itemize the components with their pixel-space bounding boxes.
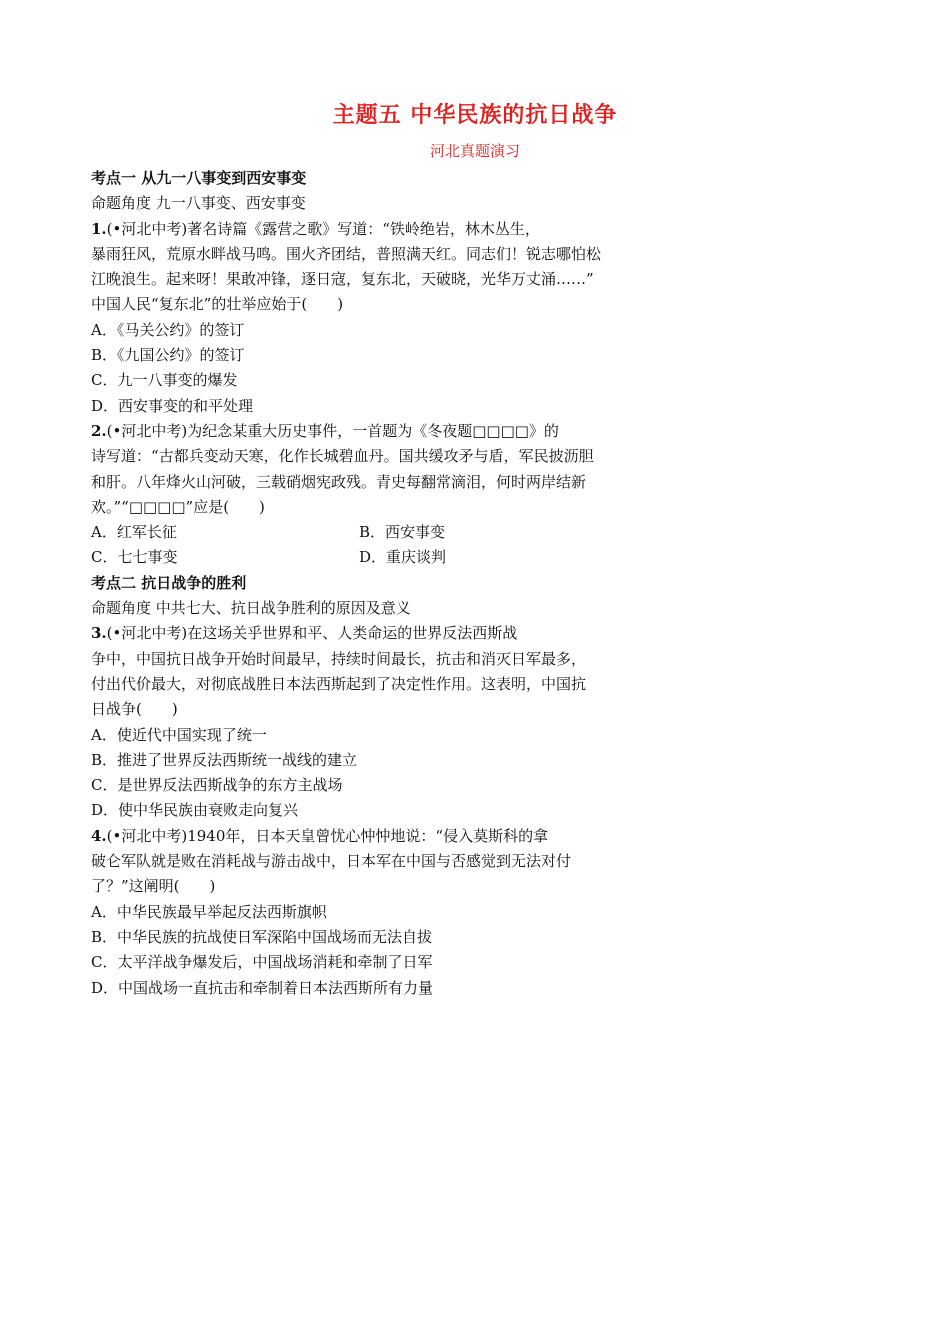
question-2-options-row-2 — [91, 545, 691, 570]
question-4-line-1: 4.(•河北中考)1940年，日本天皇曾忧心忡忡地说：“侵入莫斯科的拿 — [91, 826, 549, 845]
question-4-option-a: A．中华民族最早举起反法西斯旗帜 — [91, 902, 327, 921]
question-3-option-c: C．是世界反法西斯战争的东方主战场 — [91, 776, 343, 795]
question-number: 1. — [91, 219, 107, 238]
question-2-option-b: B．西安事变 — [359, 523, 446, 542]
question-3-line-1: 3.(•河北中考)在这场关乎世界和平、人类命运的世界反法西斯战 — [91, 624, 518, 643]
question-number: 4. — [91, 826, 107, 845]
question-4-option-d: D．中国战场一直抗击和牵制着日本法西斯所有力量 — [91, 978, 434, 997]
question-1-option-c: C．九一八事变的爆发 — [91, 371, 238, 390]
question-3-option-a: A．使近代中国实现了统一 — [91, 725, 267, 744]
question-3-line-2: 争中，中国抗日战争开始时间最早，持续时间最长，抗击和消灭日军最多， — [91, 649, 587, 668]
section-angle: 命题角度 九一八事变、西安事变 — [91, 194, 306, 213]
question-4-option-c: C．太平洋战争爆发后，中国战场消耗和牵制了日军 — [91, 953, 433, 972]
question-3-line-3: 付出代价最大，对彻底战胜日本法西斯起到了决定性作用。这表明，中国抗 — [91, 674, 587, 693]
question-3-option-b: B．推进了世界反法西斯统一战线的建立 — [91, 750, 358, 769]
question-3-option-d: D．使中华民族由衰败走向复兴 — [91, 801, 299, 820]
question-2-option-d: D．重庆谈判 — [359, 548, 447, 567]
section-heading: 考点二 抗日战争的胜利 — [91, 573, 247, 592]
question-1-option-d: D．西安事变的和平处理 — [91, 396, 254, 415]
document-title: 主题五 中华民族的抗日战争 — [332, 103, 618, 128]
question-number: 2. — [91, 421, 107, 440]
question-4-line-3: 了？”这阐明( ) — [91, 877, 216, 896]
question-1-line-1: 1.(•河北中考)著名诗篇《露营之歌》写道：“铁岭绝岩，林木丛生， — [91, 219, 540, 238]
question-1-option-a: A．《马关公约》的签订 — [91, 320, 245, 339]
question-2-option-c: C．七七事变 — [91, 548, 178, 567]
section-angle: 命题角度 中共七大、抗日战争胜利的原因及意义 — [91, 599, 411, 618]
question-3-line-4: 日战争( ) — [91, 700, 178, 719]
question-4-line-2: 破仑军队就是败在消耗战与游击战中，日本军在中国与否感觉到无法对付 — [91, 852, 572, 871]
question-1-line-2: 暴雨狂风，荒原水畔战马鸣。围火齐团结，普照满天红。同志们！锐志哪怕松 — [91, 244, 602, 263]
document-body — [91, 166, 691, 1001]
document-subtitle: 河北真题演习 — [429, 142, 520, 160]
question-1-line-4: 中国人民“复东北”的壮举应始于( ) — [91, 295, 344, 314]
question-1-option-b: B．《九国公约》的签订 — [91, 346, 245, 365]
question-4-option-b: B．中华民族的抗战使日军深陷中国战场而无法自拔 — [91, 927, 433, 946]
question-1-line-3: 江晚浪生。起来呀！果敢冲锋，逐日寇，复东北，天破晓，光华万丈涌……” — [91, 270, 594, 289]
question-2-options-row-1 — [91, 520, 691, 545]
question-2-line-4: 欢。”“□□□□”应是( ) — [91, 497, 265, 516]
question-2-option-a: A．红军长征 — [91, 523, 177, 542]
question-2-line-1: 2.(•河北中考)为纪念某重大历史事件，一首题为《冬夜题□□□□》的 — [91, 421, 559, 440]
question-number: 3. — [91, 624, 107, 643]
question-2-line-3: 和肝。八年烽火山河破，三载硝烟宪政残。青史每翻常滴泪，何时两岸结新 — [91, 472, 587, 491]
question-2-line-2: 诗写道：“古都兵变动天寒，化作长城碧血丹。国共缓攻矛与盾，军民披沥胆 — [91, 447, 594, 466]
section-heading: 考点一 从九一八事变到西安事变 — [91, 169, 307, 187]
